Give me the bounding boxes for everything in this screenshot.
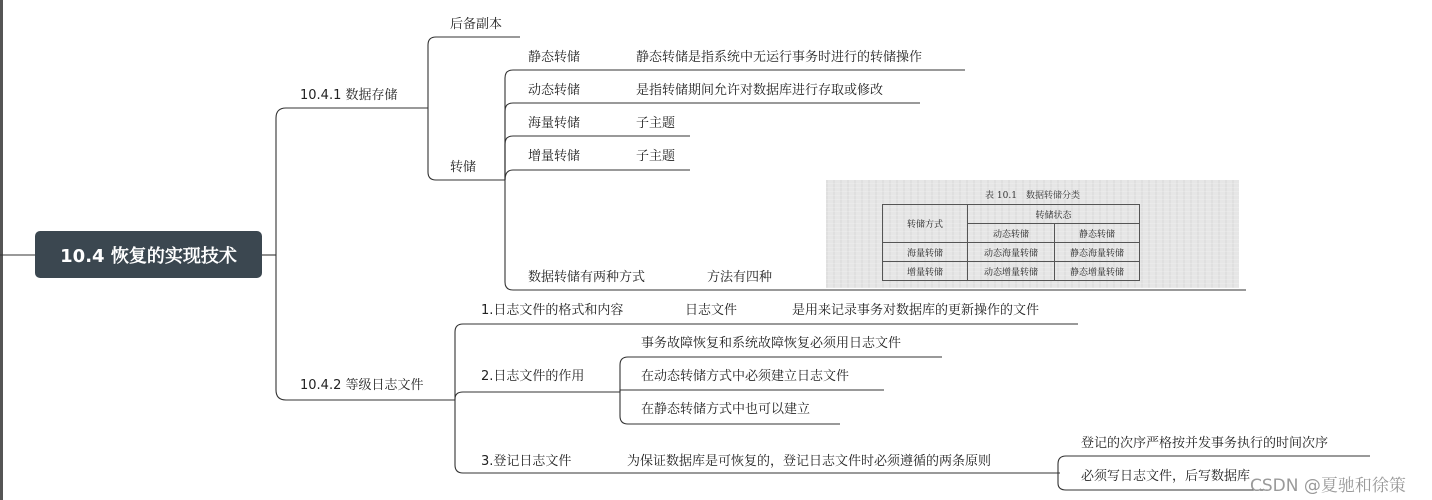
topic-backup-copy[interactable]: 后备副本	[450, 17, 503, 32]
table-header-state: 转储状态	[968, 205, 1140, 224]
desc-log-file[interactable]: 是用来记录事务对数据库的更新操作的文件	[792, 303, 1040, 318]
desc-static-dump[interactable]: 静态转储是指系统中无运行事务时进行的转储操作	[636, 50, 923, 65]
dump-classification-table	[882, 204, 1140, 281]
topic-log-format[interactable]: 1.日志文件的格式和内容	[481, 303, 624, 318]
topic-register-log[interactable]: 3.登记日志文件	[481, 454, 572, 469]
purpose-static-dump[interactable]: 在静态转储方式中也可以建立	[641, 402, 811, 417]
table-col-dynamic: 动态转储	[968, 224, 1055, 243]
topic-log-purpose[interactable]: 2.日志文件的作用	[481, 369, 585, 384]
topic-four-methods[interactable]: 方法有四种	[707, 270, 773, 285]
topic-incremental-dump[interactable]: 增量转储	[528, 149, 581, 164]
table-cell: 海量转储	[883, 243, 968, 262]
topic-two-principles[interactable]: 为保证数据库是可恢复的，登记日志文件时必须遵循的两条原则	[627, 454, 992, 469]
topic-dump[interactable]: 转储	[450, 160, 477, 175]
purpose-dynamic-dump[interactable]: 在动态转储方式中必须建立日志文件	[641, 369, 850, 384]
root-topic[interactable]: 10.4 恢复的实现技术	[35, 231, 262, 278]
table-cell: 动态增量转储	[968, 262, 1055, 281]
branch-data-storage[interactable]: 10.4.1 数据存储	[300, 88, 398, 103]
topic-mass-dump[interactable]: 海量转储	[528, 116, 581, 131]
branch-log-file[interactable]: 10.4.2 等级日志文件	[300, 378, 424, 393]
table-cell: 动态海量转储	[968, 243, 1055, 262]
subtopic-incremental-dump[interactable]: 子主题	[636, 149, 676, 164]
subtopic-mass-dump[interactable]: 子主题	[636, 116, 676, 131]
watermark: CSDN @夏驰和徐策	[1250, 476, 1406, 496]
table-cell: 静态海量转储	[1055, 243, 1140, 262]
topic-log-file[interactable]: 日志文件	[685, 303, 738, 318]
purpose-failure-recovery[interactable]: 事务故障恢复和系统故障恢复必须用日志文件	[641, 336, 902, 351]
principle-time-order[interactable]: 登记的次序严格按并发事务执行的时间次序	[1081, 436, 1329, 451]
table-caption: 表 10.1 数据转储分类	[985, 191, 1080, 201]
dump-classification-table-image	[826, 180, 1239, 288]
topic-dump-methods[interactable]: 数据转储有两种方式	[528, 270, 646, 285]
topic-static-dump[interactable]: 静态转储	[528, 50, 581, 65]
topic-dynamic-dump[interactable]: 动态转储	[528, 83, 581, 98]
table-cell: 增量转储	[883, 262, 968, 281]
desc-dynamic-dump[interactable]: 是指转储期间允许对数据库进行存取或修改	[636, 83, 884, 98]
table-header-method: 转储方式	[883, 205, 968, 243]
principle-write-log-first[interactable]: 必须写日志文件，后写数据库	[1081, 469, 1251, 484]
table-col-static: 静态转储	[1055, 224, 1140, 243]
table-cell: 静态增量转储	[1055, 262, 1140, 281]
